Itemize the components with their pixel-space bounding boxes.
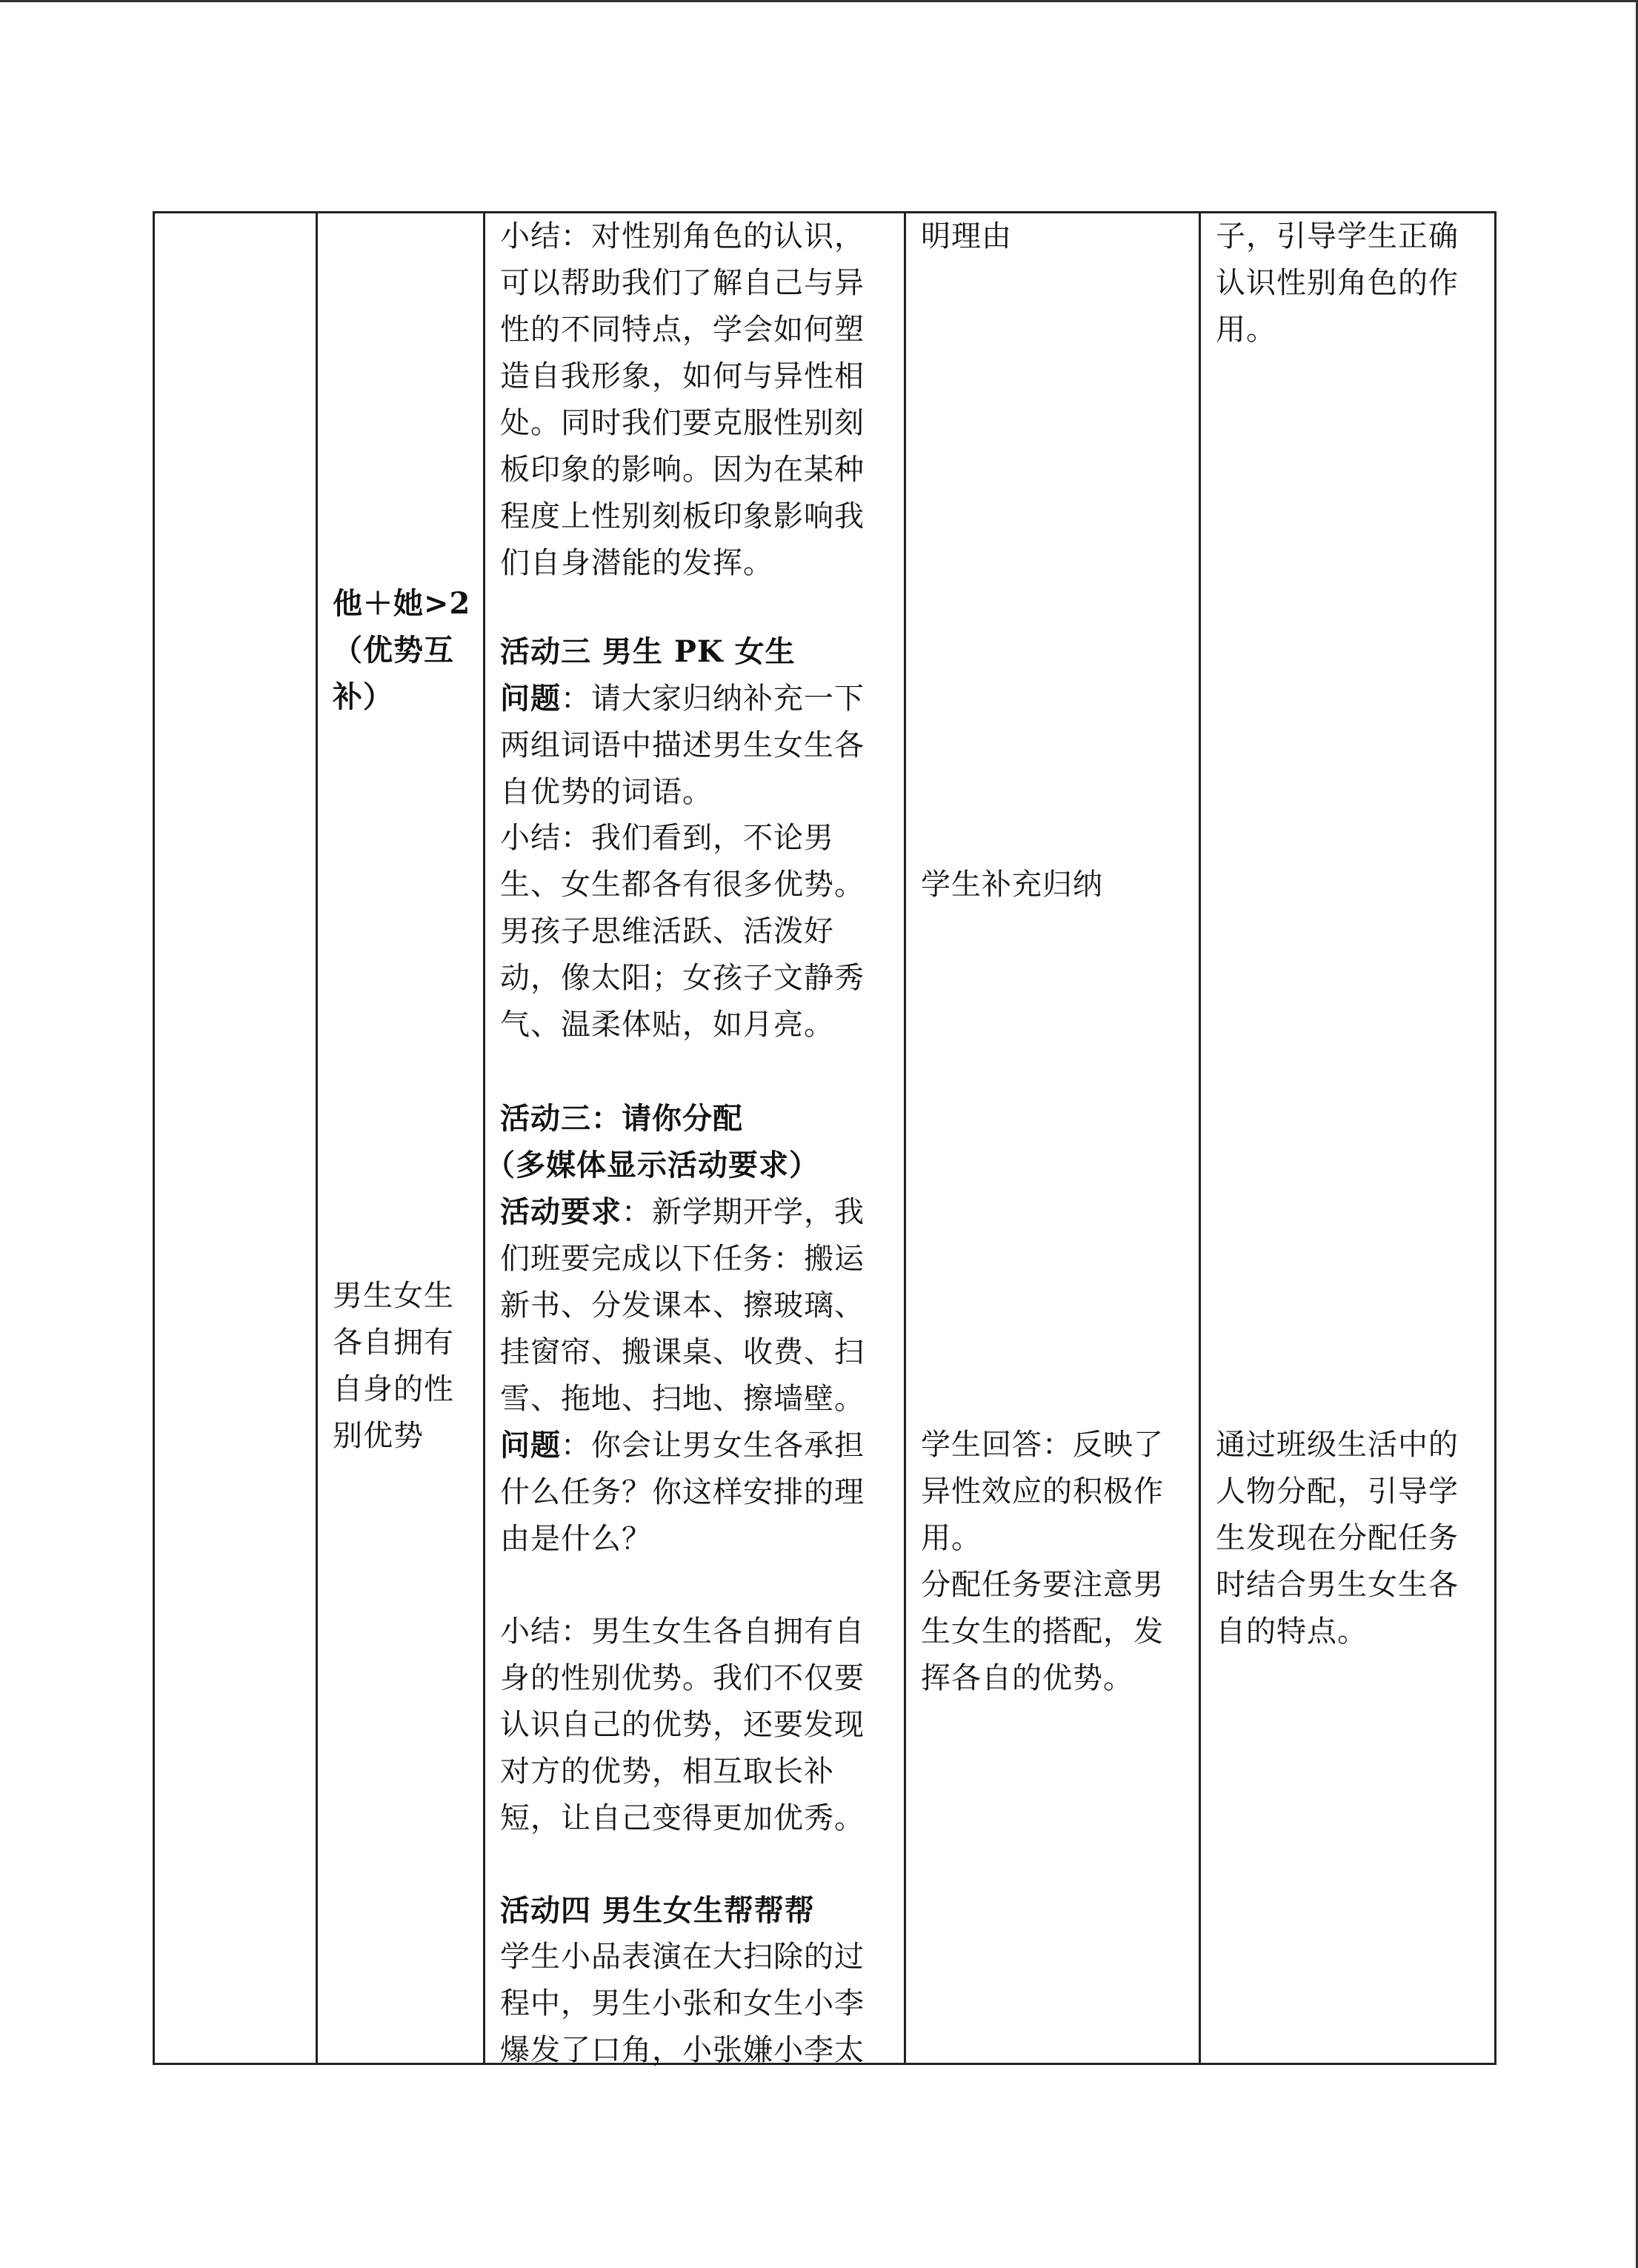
topic-gender-advantages: 男生女生 各自拥有 自身的性 别优势 bbox=[333, 1279, 454, 1453]
student-answer: 学生回答：反映了 异性效应的积极作 用。 分配任务要注意男 生女生的搭配，发 挥各自的优势。 bbox=[921, 1428, 1164, 1695]
intent-task-allocation: 通过班级生活中的 人物分配，引导学 生发现在分配任务 时结合男生女生各 自的特点。 bbox=[1216, 1428, 1459, 1649]
question1-text: ：请大家归纳补充一下 两组词语中描述男生女生各 自优势的词语。 bbox=[500, 682, 865, 809]
requirement-text: ：新学期开学，我 们班要完成以下任务：搬运 新书、分发课本、擦玻璃、 挂窗帘、搬课桌、收费、扫 雪、拖地、扫地、擦墙壁。 bbox=[500, 1195, 865, 1416]
intent-gender-role: 子，引导学生正确 认识性别角色的作 用。 bbox=[1216, 219, 1459, 347]
page-top-edge bbox=[0, 0, 1638, 2]
student-reason: 明理由 bbox=[921, 219, 1012, 253]
lesson-plan-table bbox=[153, 211, 1496, 2065]
requirement-label: 活动要求 bbox=[500, 1194, 622, 1229]
topic-complement: 他＋她>2 （优势互 补） bbox=[333, 586, 471, 714]
summary-advantages: 小结：我们看到，不论男 生、女生都各有很多优势。 男孩子思维活跃、活泼好 动，像太阳；女孩子文静秀 气、温柔体贴，如月亮。 bbox=[500, 821, 865, 1042]
activity3b-title: 活动三：请你分配 bbox=[500, 1101, 743, 1136]
summary-mutual-learning: 小结：男生女生各自拥有自 身的性别优势。我们不仅要 认识自己的优势，还要发现 对方的优势，相互取长补 短，让自己变得更加优秀。 bbox=[500, 1614, 865, 1835]
question2 bbox=[500, 1422, 865, 1563]
student-activity-cell bbox=[905, 213, 1200, 2064]
activity3-title: 活动三 男生 PK 女生 bbox=[500, 634, 796, 669]
topic-cell bbox=[317, 213, 485, 2064]
activity-requirement bbox=[500, 1188, 865, 1423]
stage-cell bbox=[154, 213, 317, 2064]
table-row bbox=[154, 213, 1496, 2064]
question1 bbox=[500, 675, 865, 816]
question2-label: 问题 bbox=[500, 1428, 561, 1463]
question1-label: 问题 bbox=[500, 681, 561, 716]
activity4-text: 学生小品表演在大扫除的过 程中，男生小张和女生小李 爆发了口角，小张嫌小李太 bbox=[500, 1940, 865, 2067]
summary-gender-roles: 小结：对性别角色的认识， 可以帮助我们了解自己与异 性的不同特点，学会如何塑 造自我形象，如何与异性相 处。同时我们要克服性别刻 板印象的影响。因为在某种 程度上性别刻板印象影响我 们自身潜能的发挥。 bbox=[500, 219, 865, 580]
question2-text: ：你会让男女生各承担 什么任务？你这样安排的理 由是什么？ bbox=[500, 1429, 865, 1556]
activity4-title: 活动四 男生女生帮帮帮 bbox=[500, 1893, 815, 1928]
teacher-activity-cell bbox=[485, 213, 905, 2067]
design-intent-cell bbox=[1200, 213, 1496, 2064]
activity3b-subtitle: （多媒体显示活动要求） bbox=[485, 1148, 819, 1183]
student-summarize: 学生补充归纳 bbox=[921, 868, 1103, 902]
